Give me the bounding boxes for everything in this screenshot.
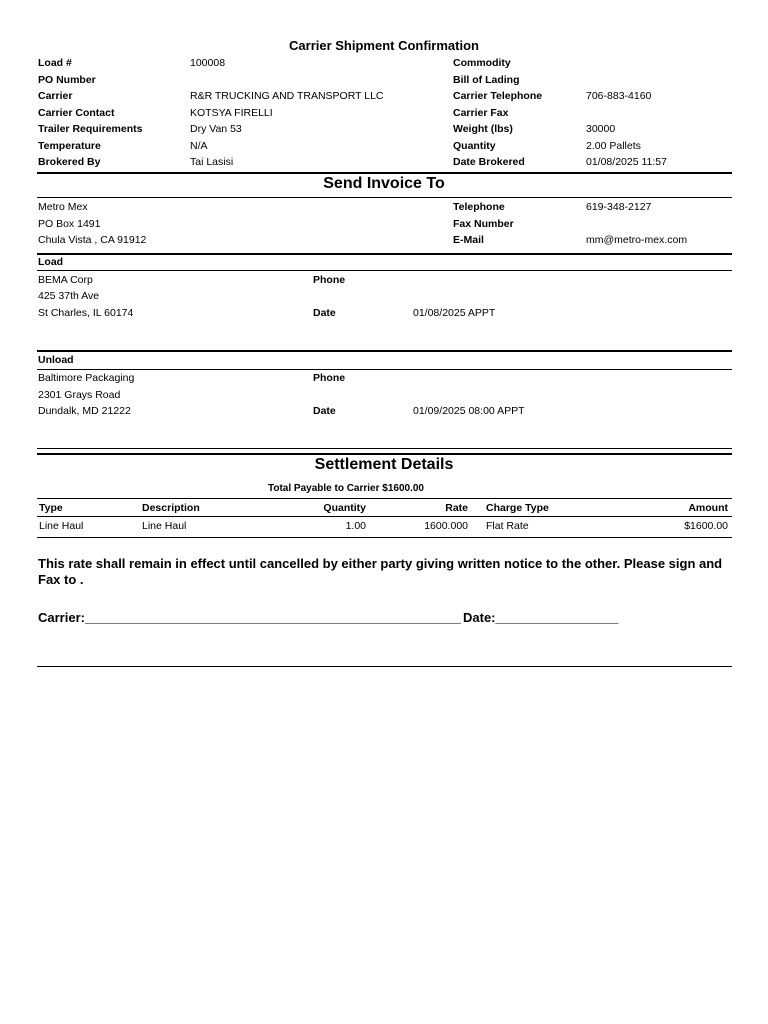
field-label: Bill of Lading bbox=[453, 74, 520, 86]
column-header-amount: Amount bbox=[688, 502, 728, 514]
date-label: Date bbox=[313, 307, 336, 319]
field-label: Quantity bbox=[453, 140, 496, 152]
field-label: Carrier bbox=[38, 90, 73, 102]
unload-address-line: Baltimore Packaging bbox=[38, 372, 135, 384]
field-value: 100008 bbox=[190, 57, 226, 69]
field-value: 01/08/2025 11:57 bbox=[586, 156, 667, 168]
divider bbox=[37, 516, 732, 517]
load-address-line: 425 37th Ave bbox=[38, 290, 100, 302]
divider bbox=[37, 498, 732, 499]
cell-charge-type: Flat Rate bbox=[486, 520, 529, 532]
total-payable: Total Payable to Carrier $1600.00 bbox=[267, 483, 424, 494]
field-value: 30000 bbox=[586, 123, 616, 135]
field-label: Carrier Telephone bbox=[453, 90, 543, 102]
field-label: E-Mail bbox=[453, 234, 484, 246]
field-value: mm@metro-mex.com bbox=[586, 234, 688, 246]
field-label: Fax Number bbox=[453, 218, 514, 230]
field-label: Trailer Requirements bbox=[38, 123, 143, 135]
settlement-title: Settlement Details bbox=[314, 456, 454, 473]
invoice-address-line: PO Box 1491 bbox=[38, 218, 101, 230]
divider bbox=[37, 270, 732, 271]
divider bbox=[37, 350, 732, 352]
field-value: KOTSYA FIRELLI bbox=[190, 107, 273, 119]
field-label: PO Number bbox=[38, 74, 96, 86]
date-value: 01/09/2025 08:00 APPT bbox=[413, 405, 525, 417]
field-value: Dry Van 53 bbox=[190, 123, 242, 135]
load-address-line: BEMA Corp bbox=[38, 274, 93, 286]
date-signature-line: Date:_________________ bbox=[463, 610, 619, 625]
unload-address-line: 2301 Grays Road bbox=[38, 389, 121, 401]
invoice-title: Send Invoice To bbox=[323, 175, 445, 192]
carrier-signature-line: Carrier:____________________________________________________ bbox=[38, 610, 461, 625]
cell-rate: 1600.000 bbox=[424, 520, 468, 532]
load-address-line: St Charles, IL 60174 bbox=[38, 307, 134, 319]
date-value: 01/08/2025 APPT bbox=[413, 307, 496, 319]
cell-quantity: 1.00 bbox=[345, 520, 366, 532]
field-label: Carrier Contact bbox=[38, 107, 115, 119]
divider bbox=[37, 448, 732, 449]
phone-label: Phone bbox=[313, 372, 346, 384]
rate-notice: This rate shall remain in effect until cancelled by either party giving written notice to the other. Please sign and Fax to . bbox=[38, 556, 723, 587]
page-title: Carrier Shipment Confirmation bbox=[289, 38, 479, 53]
cell-type: Line Haul bbox=[39, 520, 84, 532]
date-label: Date bbox=[313, 405, 336, 417]
field-label: Brokered By bbox=[38, 156, 101, 168]
column-header-quantity: Quantity bbox=[323, 502, 366, 514]
divider bbox=[37, 537, 732, 538]
unload-title: Unload bbox=[38, 354, 74, 366]
phone-label: Phone bbox=[313, 274, 346, 286]
divider bbox=[37, 197, 732, 198]
field-label: Temperature bbox=[38, 140, 101, 152]
unload-address-line: Dundalk, MD 21222 bbox=[38, 405, 131, 417]
field-value: R&R TRUCKING AND TRANSPORT LLC bbox=[190, 90, 384, 102]
cell-amount: $1600.00 bbox=[684, 520, 728, 532]
column-header-type: Type bbox=[39, 502, 63, 514]
invoice-address-line: Metro Mex bbox=[38, 201, 88, 213]
field-value: 2.00 Pallets bbox=[586, 140, 641, 152]
column-header-charge-type: Charge Type bbox=[486, 502, 549, 514]
field-label: Carrier Fax bbox=[453, 107, 509, 119]
invoice-address-line: Chula Vista , CA 91912 bbox=[38, 234, 147, 246]
field-label: Commodity bbox=[453, 57, 511, 69]
field-label: Date Brokered bbox=[453, 156, 525, 168]
divider bbox=[37, 172, 732, 174]
divider bbox=[37, 253, 732, 255]
field-label: Weight (lbs) bbox=[453, 123, 513, 135]
divider bbox=[37, 369, 732, 370]
field-value: N/A bbox=[190, 140, 208, 152]
load-title: Load bbox=[38, 256, 64, 268]
field-label: Load # bbox=[38, 57, 72, 69]
divider bbox=[37, 666, 732, 667]
field-value: 619-348-2127 bbox=[586, 201, 652, 213]
field-label: Telephone bbox=[453, 201, 505, 213]
column-header-description: Description bbox=[142, 502, 200, 514]
field-value: Tai Lasisi bbox=[190, 156, 234, 168]
field-value: 706-883-4160 bbox=[586, 90, 652, 102]
cell-description: Line Haul bbox=[142, 520, 187, 532]
divider bbox=[37, 453, 732, 455]
column-header-rate: Rate bbox=[445, 502, 468, 514]
